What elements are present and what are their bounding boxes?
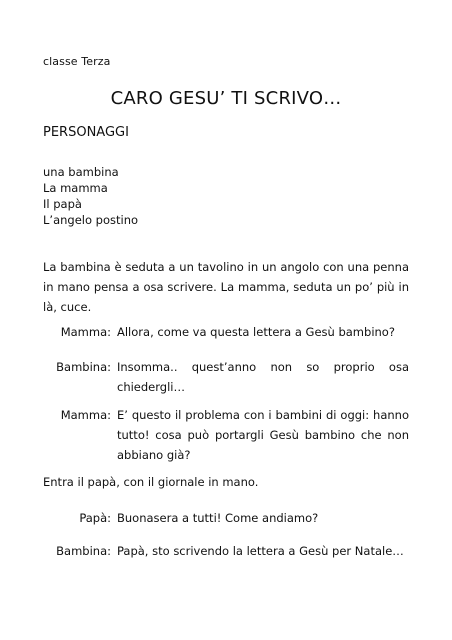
character-item: Il papà	[43, 197, 82, 211]
speaker-name: Mamma:	[60, 325, 111, 339]
page-title: CARO GESU’ TI SCRIVO…	[110, 88, 342, 109]
speaker-name: Bambina:	[56, 360, 111, 374]
speech-text: Insomma.. quest’anno non so proprio osa chiedergli…	[117, 360, 409, 394]
class-label: classe Terza	[43, 55, 111, 68]
character-item: una bambina	[43, 165, 119, 179]
speaker-name: Mamma:	[60, 408, 111, 422]
speaker-name: Bambina:	[56, 544, 111, 558]
characters-list	[43, 164, 138, 228]
character-item: La mamma	[43, 181, 108, 195]
speech-text: Buonasera a tutti! Come andiamo?	[117, 511, 319, 525]
stage-direction: La bambina è seduta a un tavolino in un angolo con una penna in mano pensa a osa scrivere. La mamma, seduta un po’ più in là, cuce.	[43, 260, 409, 314]
speaker-name: Papà:	[79, 511, 111, 525]
speech-text: Papà, sto scrivendo la lettera a Gesù per Natale…	[117, 544, 404, 558]
character-item: L’angelo postino	[43, 213, 139, 227]
speech-text: E’ questo il problema con i bambini di oggi: hanno tutto! cosa può portargli Gesù bambino che non abbiano già?	[117, 408, 409, 462]
characters-heading: PERSONAGGI	[43, 125, 129, 140]
stage-direction: Entra il papà, con il giornale in mano.	[43, 475, 259, 489]
speech-text: Allora, come va questa lettera a Gesù bambino?	[117, 325, 395, 339]
